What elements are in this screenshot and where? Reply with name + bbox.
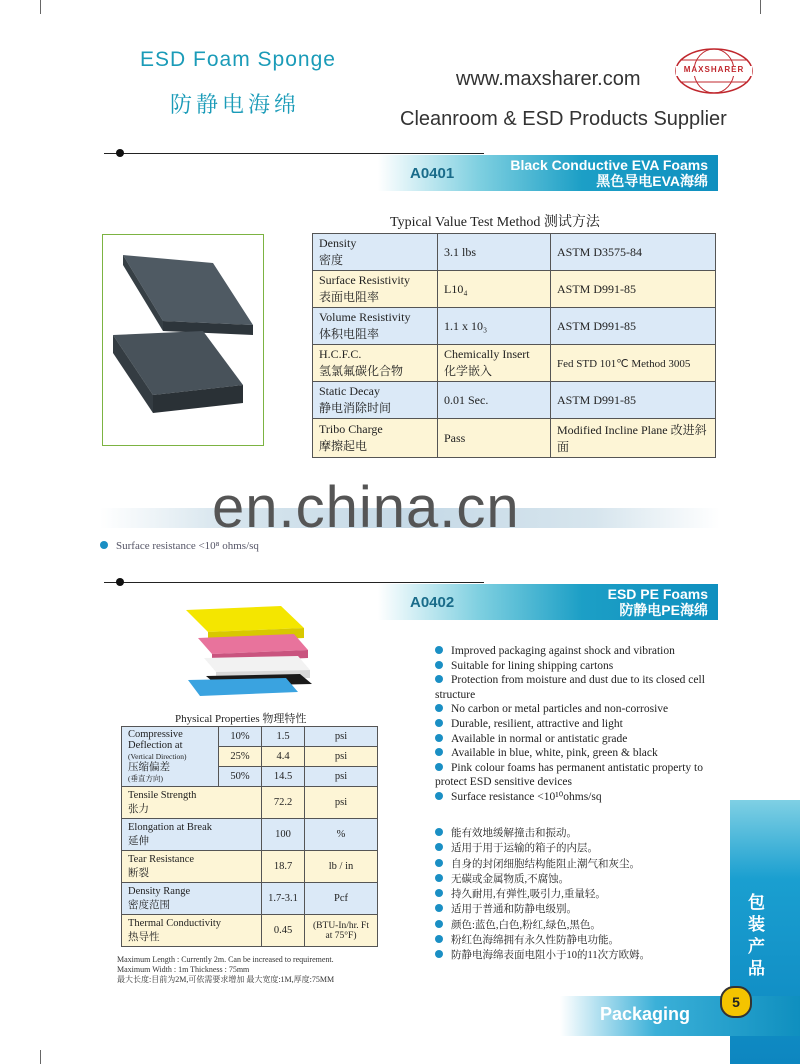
footer-section-label: Packaging bbox=[600, 1004, 691, 1024]
bullet-icon bbox=[435, 661, 443, 669]
bullet-icon bbox=[435, 874, 443, 882]
pct-cell: 50% bbox=[219, 767, 262, 787]
section2-code: A0402 bbox=[410, 594, 455, 611]
list-item: 防静电海绵表面电阻小于10的11次方欧姆。 bbox=[435, 948, 725, 963]
page-number: 5 bbox=[720, 986, 752, 1018]
eva-test-table bbox=[312, 233, 716, 458]
unit-cell: Pcf bbox=[305, 883, 378, 915]
side-tab-label: 包装产品 bbox=[748, 893, 765, 978]
bullet-icon bbox=[435, 904, 443, 912]
value-cell: 4.4 bbox=[262, 747, 305, 767]
bullet-icon bbox=[435, 748, 443, 756]
company-tagline: Cleanroom & ESD Products Supplier bbox=[400, 108, 727, 130]
value-cell: 1.5 bbox=[262, 727, 305, 747]
table-row bbox=[122, 727, 378, 747]
property-cell: Surface Resistivity 表面电阻率 bbox=[313, 271, 438, 308]
list-item: Durable, resilient, attractive and light bbox=[435, 717, 715, 732]
section1-code: A0401 bbox=[410, 165, 455, 182]
unit-cell: lb / in bbox=[305, 851, 378, 883]
list-item: Surface resistance <10¹⁰ohms/sq bbox=[435, 790, 715, 805]
watermark-band bbox=[0, 475, 800, 552]
bullet-icon bbox=[435, 843, 443, 851]
list-item: 粉红色海绵拥有永久性防静电功能。 bbox=[435, 933, 725, 948]
method-cell: ASTM D3575-84 bbox=[551, 234, 716, 271]
bullet-icon bbox=[435, 763, 443, 771]
property-cell: Tribo Charge 摩擦起电 bbox=[313, 419, 438, 458]
list-item: 适用于用于运输的箱子的内层。 bbox=[435, 841, 725, 856]
value-cell: 0.45 bbox=[262, 915, 305, 947]
method-cell: Fed STD 101℃ Method 3005 bbox=[551, 345, 716, 382]
section1-title-en: Black Conductive EVA Foams bbox=[510, 157, 708, 173]
method-cell: ASTM D991-85 bbox=[551, 308, 716, 345]
page-title-cn: 防静电海绵 bbox=[170, 92, 301, 117]
size-notes bbox=[117, 955, 417, 985]
section2-dot bbox=[116, 578, 124, 586]
bullet-icon bbox=[435, 920, 443, 928]
props-heading: Physical Properties 物理特性 bbox=[175, 713, 307, 725]
method-cell: ASTM D991-85 bbox=[551, 382, 716, 419]
unit-cell: psi bbox=[305, 787, 378, 819]
unit-cell: psi bbox=[305, 767, 378, 787]
list-item: 无碳或金属物质,不腐蚀。 bbox=[435, 872, 725, 887]
unit-cell: (BTU-In/hr. Ft at 75°F) bbox=[305, 915, 378, 947]
table-row bbox=[313, 345, 716, 382]
footer-band bbox=[560, 996, 800, 1036]
unit-cell: psi bbox=[305, 727, 378, 747]
test-table-heading: Typical Value Test Method 测试方法 bbox=[390, 215, 600, 230]
property-cell: Thermal Conductivity 热导性 bbox=[122, 915, 262, 947]
bullet-icon bbox=[435, 646, 443, 654]
note-line: 最大长度:目前为2M,可依需要求增加 最大宽度:1M,厚度:75MM bbox=[117, 975, 335, 984]
section1-title bbox=[510, 157, 718, 189]
features-en-list bbox=[435, 644, 715, 805]
bullet-icon bbox=[435, 859, 443, 867]
section1-dot bbox=[116, 149, 124, 157]
note-line: Maximum Length : Currently 2m. Can be increased to requirement. bbox=[117, 955, 334, 964]
pct-cell: 10% bbox=[219, 727, 262, 747]
bullet-icon bbox=[435, 734, 443, 742]
property-cell: Static Decay 静电消除时间 bbox=[313, 382, 438, 419]
table-row bbox=[122, 787, 378, 819]
bullet-icon bbox=[100, 541, 108, 549]
list-item: Improved packaging against shock and vibration bbox=[435, 644, 715, 659]
table-row bbox=[313, 419, 716, 458]
list-item: No carbon or metal particles and non-corrosive bbox=[435, 702, 715, 717]
pe-properties-table bbox=[121, 726, 378, 947]
value-cell: 18.7 bbox=[262, 851, 305, 883]
website-url[interactable]: www.maxsharer.com bbox=[456, 68, 641, 90]
section1-title-cn: 黑色导电EVA海绵 bbox=[596, 173, 708, 189]
property-cell: Tear Resistance 断裂 bbox=[122, 851, 262, 883]
section2-title-en: ESD PE Foams bbox=[607, 586, 708, 602]
value-cell: Pass bbox=[438, 419, 551, 458]
method-cell: Modified Incline Plane 改进斜面 bbox=[551, 419, 716, 458]
bullet-icon bbox=[435, 889, 443, 897]
property-cell: Density 密度 bbox=[313, 234, 438, 271]
bullet-icon bbox=[435, 828, 443, 836]
page-title-en: ESD Foam Sponge bbox=[140, 48, 336, 71]
value-cell: 0.01 Sec. bbox=[438, 382, 551, 419]
watermark-fragment: Surface resistance <10⁸ ohms/sq bbox=[100, 540, 259, 552]
bullet-icon bbox=[435, 675, 443, 683]
table-row bbox=[313, 271, 716, 308]
property-cell: Tensile Strength 张力 bbox=[122, 787, 262, 819]
section2-band bbox=[378, 584, 718, 620]
compressive-label-cell: Compressive Deflection at (Vertical Direction) 压缩偏差 (垂直方向) bbox=[122, 727, 219, 787]
value-cell: Chemically Insert 化学嵌入 bbox=[438, 345, 551, 382]
value-cell: 100 bbox=[262, 819, 305, 851]
logo-text: MAXSHARER bbox=[683, 65, 745, 74]
property-cell: Volume Resistivity 体积电阻率 bbox=[313, 308, 438, 345]
pct-cell: 25% bbox=[219, 747, 262, 767]
value-cell: L10₄ bbox=[438, 271, 551, 308]
bullet-icon bbox=[435, 792, 443, 800]
bullet-icon bbox=[435, 719, 443, 727]
list-item: 适用于普通和防静电级别。 bbox=[435, 902, 725, 917]
list-item: Protection from moisture and dust due to its closed cell structure bbox=[435, 674, 705, 701]
bullet-icon bbox=[435, 950, 443, 958]
list-item: Suitable for lining shipping cartons bbox=[435, 659, 715, 674]
value-cell: 72.2 bbox=[262, 787, 305, 819]
bullet-icon bbox=[435, 704, 443, 712]
method-cell: ASTM D991-85 bbox=[551, 271, 716, 308]
black-eva-foam-photo bbox=[102, 234, 264, 446]
note-line: Maximum Width : 1m Thickness : 75mm bbox=[117, 965, 250, 974]
value-cell: 1.7-3.1 bbox=[262, 883, 305, 915]
unit-cell: psi bbox=[305, 747, 378, 767]
section1-rule bbox=[104, 153, 484, 154]
table-row bbox=[313, 308, 716, 345]
table-row bbox=[313, 234, 716, 271]
table-row bbox=[313, 382, 716, 419]
table-row bbox=[122, 819, 378, 851]
list-item: Available in blue, white, pink, green & black bbox=[435, 746, 715, 761]
value-cell: 14.5 bbox=[262, 767, 305, 787]
list-item: Pink colour foams has permanent antistatic property to protect ESD sensitive devices bbox=[435, 761, 703, 789]
property-cell: H.C.F.C. 氢氯氟碳化合物 bbox=[313, 345, 438, 382]
list-item: Available in normal or antistatic grade bbox=[435, 732, 715, 747]
value-cell: 3.1 lbs bbox=[438, 234, 551, 271]
value-cell: 1.1 x 10₃ bbox=[438, 308, 551, 345]
property-cell: Elongation at Break 延伸 bbox=[122, 819, 262, 851]
list-item: 颜色:蓝色,白色,粉红,绿色,黑色。 bbox=[435, 918, 725, 933]
list-item: 自身的封闭细胞结构能阻止潮气和灰尘。 bbox=[435, 857, 725, 872]
list-item: 持久耐用,有弹性,吸引力,重量轻。 bbox=[435, 887, 725, 902]
features-cn-list bbox=[435, 826, 725, 964]
bullet-icon bbox=[435, 935, 443, 943]
unit-cell: % bbox=[305, 819, 378, 851]
watermark-text: en.china.cn bbox=[212, 475, 520, 540]
maxsharer-logo bbox=[672, 46, 756, 96]
table-row bbox=[122, 883, 378, 915]
property-cell: Density Range 密度范围 bbox=[122, 883, 262, 915]
table-row bbox=[122, 851, 378, 883]
section2-title bbox=[608, 586, 718, 618]
list-item: 能有效地缓解撞击和振动。 bbox=[435, 826, 725, 841]
table-row bbox=[122, 915, 378, 947]
section2-rule bbox=[104, 582, 484, 583]
pe-foam-photo bbox=[176, 600, 316, 700]
section1-band bbox=[378, 155, 718, 191]
section2-title-cn: 防静电PE海绵 bbox=[619, 602, 708, 618]
